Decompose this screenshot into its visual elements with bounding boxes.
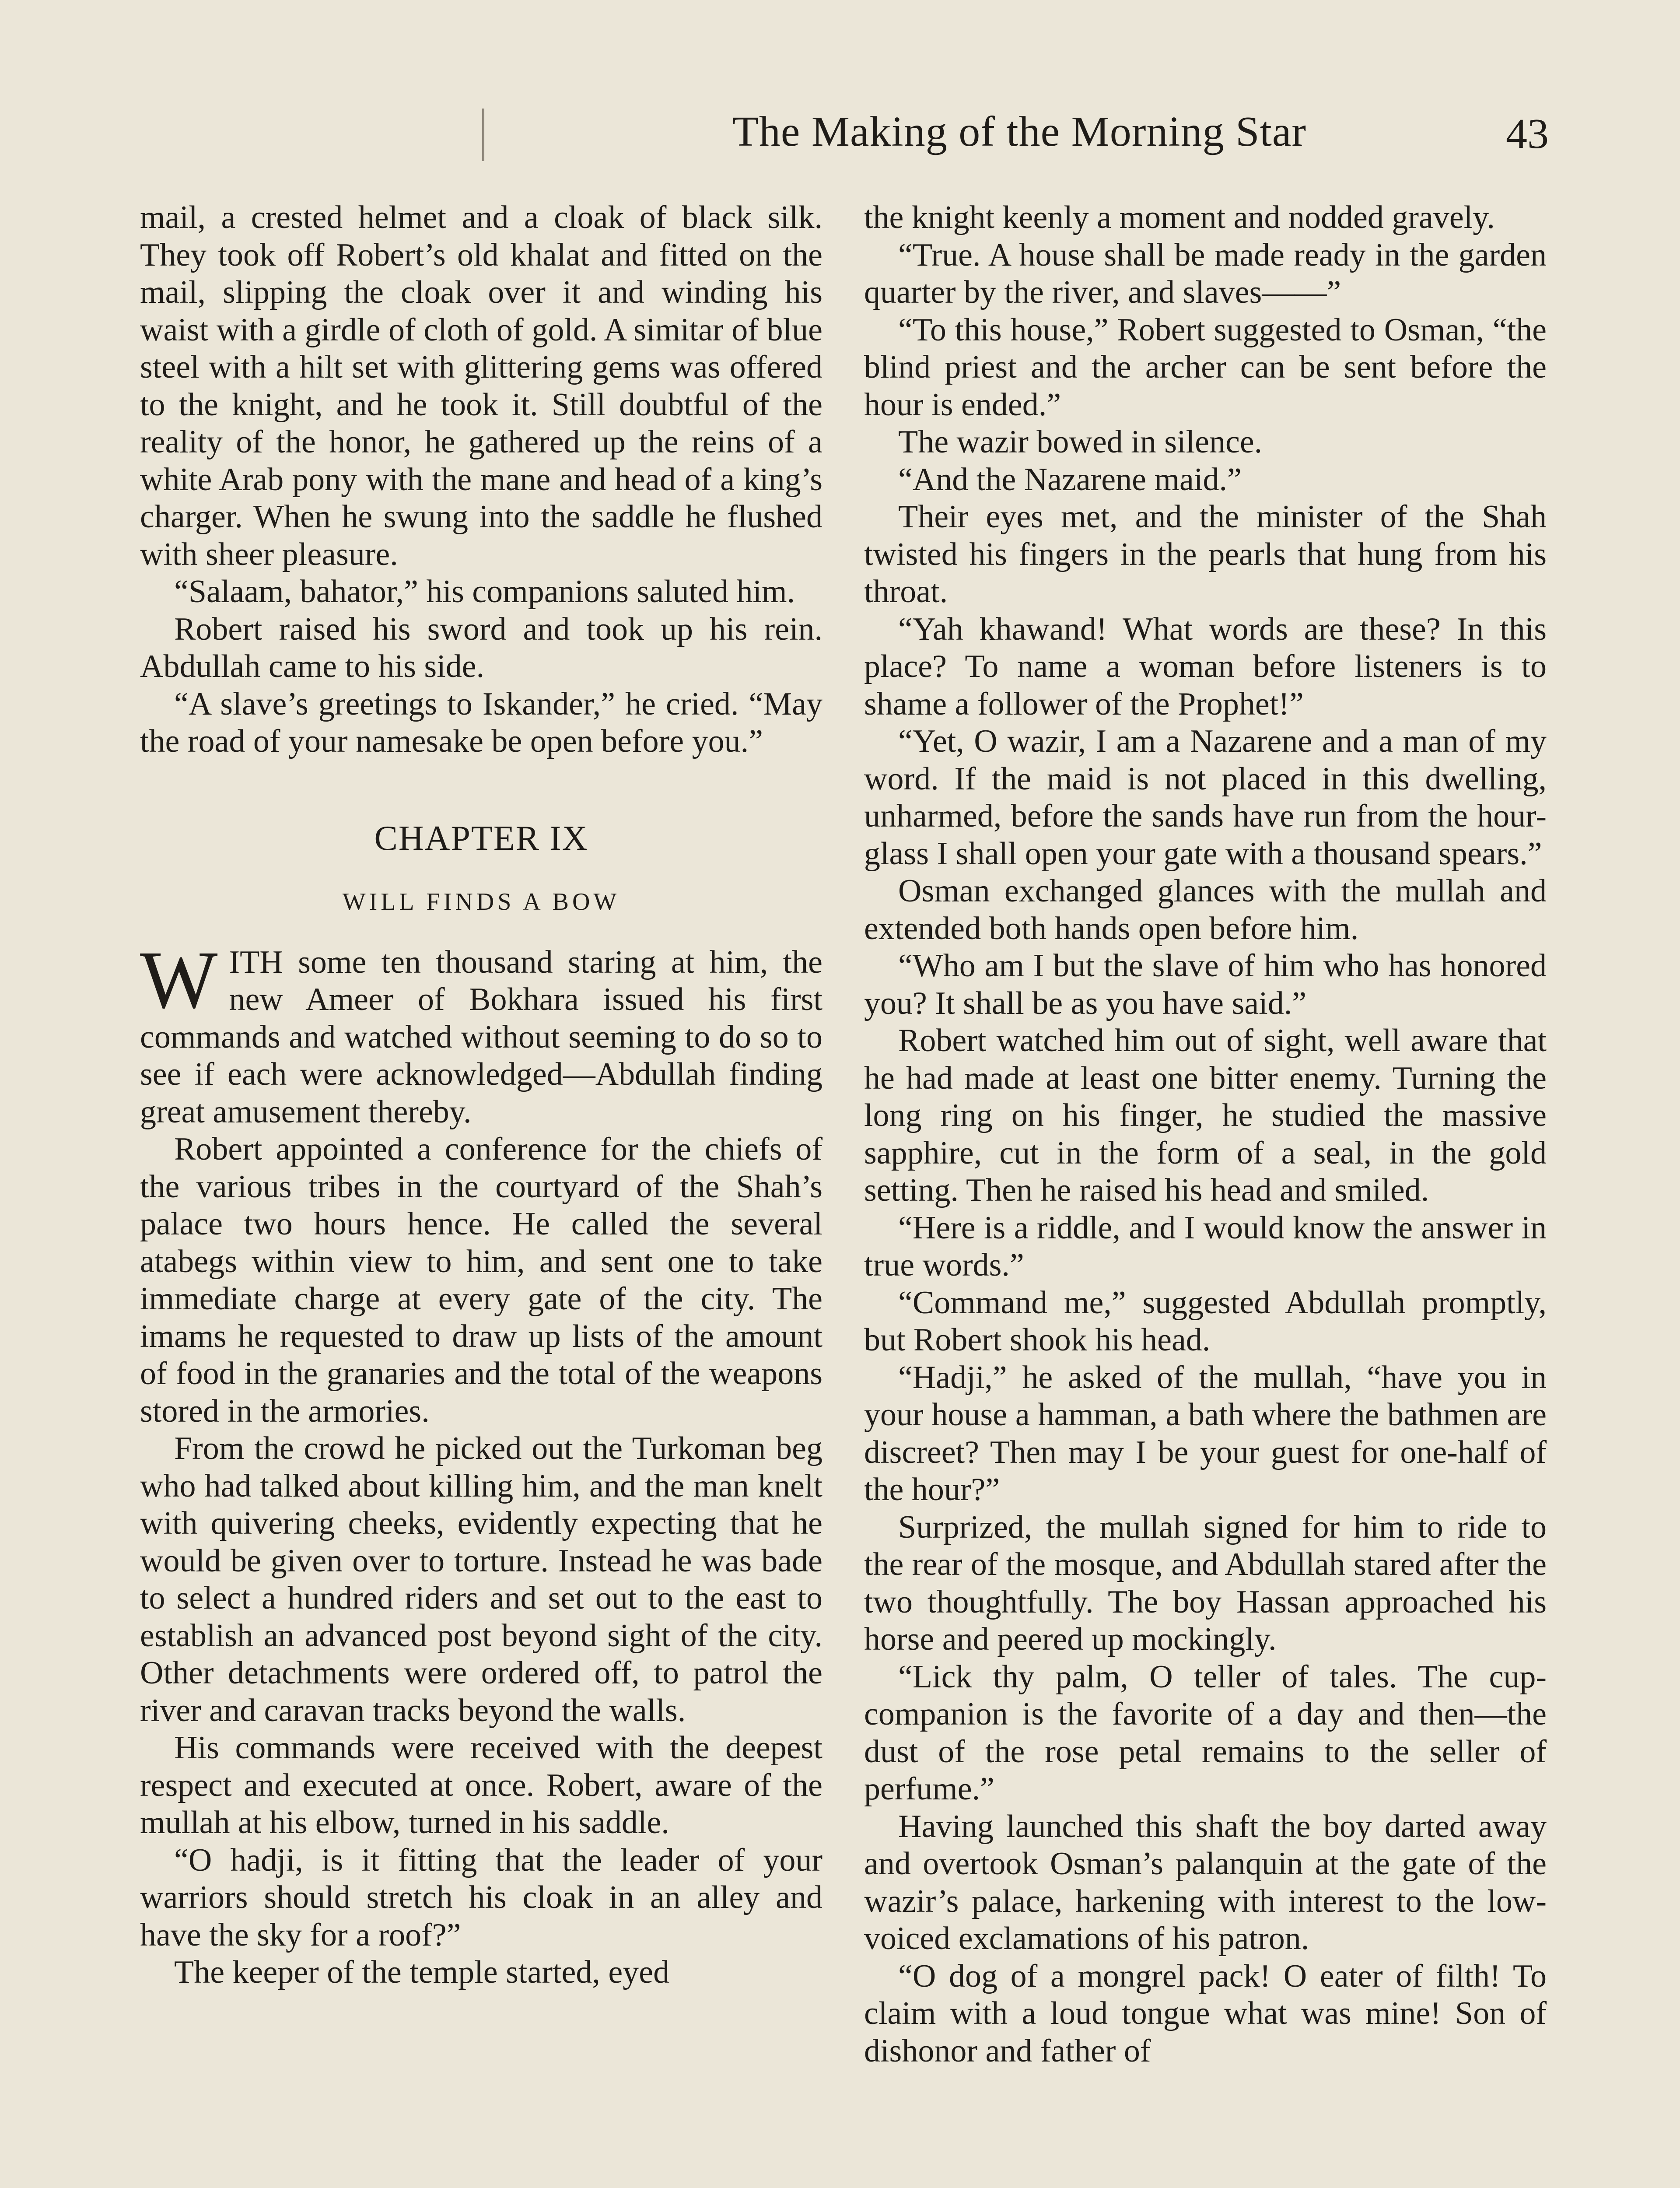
paragraph: Robert watched him out of sight, well aware that he had made at least one bitter enemy. Turning the long ring on his finger, he studied the massive sapphire, cut in the form of a seal, in the gold setting. Then he raised his head and smiled.: [864, 1023, 1547, 1208]
header-rule: [482, 109, 484, 161]
paragraph: From the crowd he picked out the Turkoman beg who had talked about killing him, and the man knelt with quivering cheeks, evidently expecting that he would be given over to torture. Instead he was bade to select a hundred riders and set out to the east to establish an advanced post beyond sight of the city. Other detachments were ordered off, to patrol the river and caravan tracks beyond the walls.: [140, 1431, 822, 1729]
paragraph: “True. A house shall be made ready in the garden quarter by the river, and slaves——”: [864, 237, 1547, 310]
paragraph: “Hadji,” he asked of the mullah, “have you in your house a hamman, a bath where the bathmen are discreet? Then may I be your guest for one-half of the hour?”: [864, 1359, 1547, 1508]
running-head: The Making of the Morning Star: [732, 108, 1306, 155]
paragraph: Osman exchanged glances with the mullah and extended both hands open before him.: [864, 873, 1547, 947]
paragraph: “Yet, O wazir, I am a Nazarene and a man of my word. If the maid is not placed in this dwelling, unharmed, before the sands have run from the hour-glass I shall open your gate with a thousand spears.”: [864, 723, 1547, 872]
paragraph: Having launched this shaft the boy darted away and overtook Osman’s palanquin at the gate of the wazir’s palace, harkening with interest to the low-voiced exclamations of his patron.: [864, 1808, 1547, 1957]
paragraph: “Here is a riddle, and I would know the answer in true words.”: [864, 1210, 1547, 1283]
paragraph: “Salaam, bahator,” his companions saluted him.: [174, 574, 795, 610]
paragraph: “A slave’s greetings to Iskander,” he cried. “May the road of your namesake be open before you.”: [140, 686, 822, 759]
paragraph: Surprized, the mullah signed for him to ride to the rear of the mosque, and Abdullah stared after the two thoughtfully. The boy Hassan approached his horse and peered up mockingly.: [864, 1509, 1547, 1657]
paragraph: “Who am I but the slave of him who has honored you? It shall be as you have said.”: [864, 948, 1547, 1021]
chapter-subtitle: WILL FINDS A BOW: [342, 888, 620, 915]
right-column: [864, 199, 1547, 2070]
paragraph: Robert raised his sword and took up his rein. Abdullah came to his side.: [140, 611, 822, 684]
paragraph: mail, a crested helmet and a cloak of black silk. They took off Robert’s old khalat and fitted on the mail, slipping the cloak over it and winding his waist with a girdle of cloth of gold. A simitar of blue steel with a hilt set with glittering gems was offered to the knight, and he took it. Still doubtful of the reality of the honor, he gathered up the reins of a white Arab pony with the mane and head of a king’s charger. When he swung into the saddle he flushed with sheer pleasure.: [140, 200, 822, 572]
paragraph: the knight keenly a moment and nodded gravely.: [864, 200, 1495, 235]
paragraph: “Lick thy palm, O teller of tales. The cup-companion is the favorite of a day and then—the dust of the rose petal remains to the seller of perfume.”: [864, 1659, 1547, 1807]
paragraph: “Yah khawand! What words are these? In this place? To name a woman before listeners is to shame a follower of the Prophet!”: [864, 611, 1547, 722]
paragraph: Robert appointed a conference for the chiefs of the various tribes in the courtyard of the Shah’s palace two hours hence. He called the several atabegs within view to him, and sent one to take immediate charge at every gate of the city. The imams he requested to draw up lists of the amount of food in the granaries and the total of the weapons stored in the armories.: [140, 1131, 822, 1429]
paragraph: The keeper of the temple started, eyed: [174, 1954, 670, 1990]
left-column: [140, 199, 822, 1992]
paragraph: Their eyes met, and the minister of the Shah twisted his fingers in the pearls that hung from his throat.: [864, 499, 1547, 610]
chapter-title: CHAPTER IX: [374, 819, 588, 858]
page-number: 43: [1506, 110, 1549, 158]
opening-text: ITH some ten thousand staring at him, the new Ameer of Bokhara issued his first commands and watched without seeming to do so to see if each were acknowledged—Abdullah finding great amusement thereby.: [140, 944, 822, 1130]
drop-cap: W: [140, 933, 218, 1025]
paragraph: “O hadji, is it fitting that the leader of your warriors should stretch his cloak in an alley and have the sky for a roof?”: [140, 1842, 822, 1953]
paragraph: “And the Nazarene maid.”: [898, 461, 1242, 498]
paragraph: “To this house,” Robert suggested to Osman, “the blind priest and the archer can be sent before the hour is ended.”: [864, 312, 1547, 423]
paragraph: “Command me,” suggested Abdullah promptly, but Robert shook his head.: [864, 1284, 1547, 1358]
paragraph: “O dog of a mongrel pack! O eater of filth! To claim with a loud tongue what was mine! Son of dishonor and father of: [864, 1958, 1547, 2069]
opening-paragraph: [140, 933, 822, 1131]
paragraph: His commands were received with the deepest respect and executed at once. Robert, aware of the mullah at his elbow, turned in his saddle.: [140, 1730, 822, 1841]
paragraph: The wazir bowed in silence.: [898, 424, 1263, 460]
